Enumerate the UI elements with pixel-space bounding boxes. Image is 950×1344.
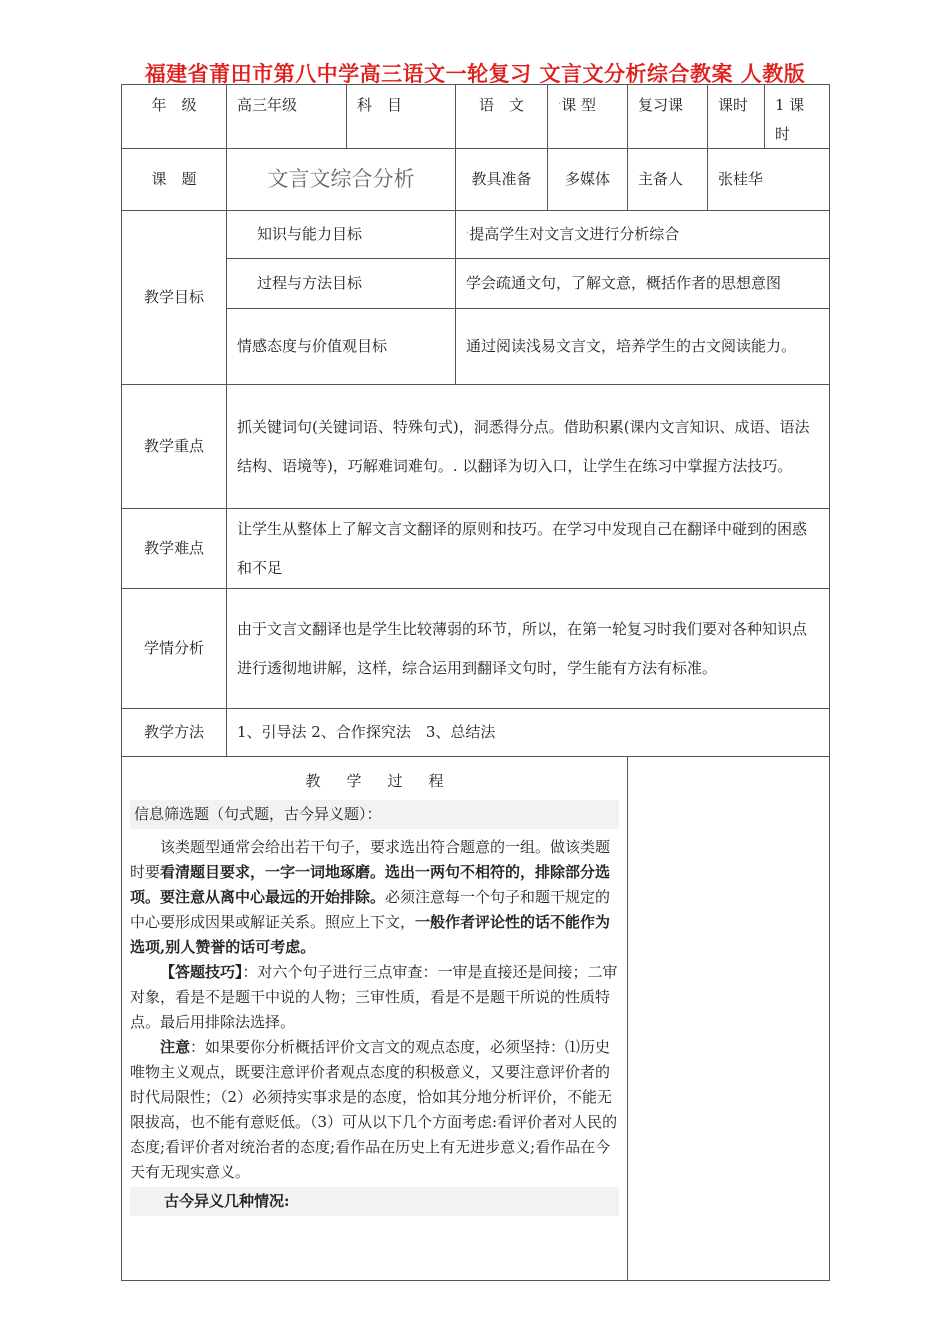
section-title: 古今异义几种情况:	[130, 1187, 619, 1216]
process-cell	[122, 757, 628, 1281]
row-topic	[122, 149, 830, 211]
preparer-value: 张桂华	[708, 149, 830, 211]
row-methods	[122, 709, 830, 757]
goals-label: 教学目标	[122, 211, 227, 385]
lesson-plan-table	[121, 84, 830, 1281]
row-difficulties	[122, 509, 830, 589]
methods-label: 教学方法	[122, 709, 227, 757]
goal-text: 学会疏通文句，了解文意，概括作者的思想意图	[456, 259, 830, 309]
hours-value: 1 课时	[765, 85, 830, 149]
subject-value: 语 文	[456, 85, 548, 149]
goal-text: 通过阅读浅易文言文，培养学生的古文阅读能力。	[456, 309, 830, 385]
row-process	[122, 757, 830, 1281]
paragraph-intro: 该类题型通常会给出若干句子，要求选出符合题意的一组。做该类题时要看清题目要求，一字一词地琢磨。选出一两句不相符的，排除部分选项。要注意从离中心最远的开始排除。必须注意每一个句子和题干规定的中心要形成因果或解证关系。照应上下文，一般作者评论性的话不能作为选项,别人赞誉的话可考虑。	[130, 838, 611, 956]
analysis-label: 学情分析	[122, 589, 227, 709]
goal-name: 情感态度与价值观目标	[227, 309, 456, 385]
hours-label: 课时	[708, 85, 765, 149]
topic-value: 文言文综合分析	[227, 149, 456, 211]
topic-label: 课 题	[122, 149, 227, 211]
goal-row-1	[122, 211, 830, 259]
row-basic-info	[122, 85, 830, 149]
difficulties-text: 让学生从整体上了解文言文翻译的原则和技巧。在学习中发现自己在翻译中碰到的困惑和不足	[227, 509, 830, 589]
tools-value: 多媒体	[548, 149, 628, 211]
analysis-text: 由于文言文翻译也是学生比较薄弱的环节，所以，在第一轮复习时我们要对各种知识点进行透彻地讲解，这样，综合运用到翻译文句时，学生能有方法有标准。	[227, 589, 830, 709]
goal-row-3	[122, 309, 830, 385]
subject-label: 科 目	[347, 85, 456, 149]
lesson-type-value: 复习课	[628, 85, 708, 149]
row-analysis	[122, 589, 830, 709]
process-notes-blank	[628, 757, 830, 1281]
paragraph-tips: 【答题技巧】：对六个句子进行三点审查：一审是直接还是间接；二审对象，看是不是题干中说的人物；三审性质，看是不是题干所说的性质特点。最后用排除法选择。	[130, 963, 618, 1031]
section-title: 信息筛选题（句式题，古今异义题）：	[130, 800, 619, 829]
tools-label: 教具准备	[456, 149, 548, 211]
key-points-text: 抓关键词句(关键词语、特殊句式)，洞悉得分点。借助积累(课内文言知识、成语、语法结构、语境等)，巧解难词难句。. 以翻译为切入口，让学生在练习中掌握方法技巧。	[227, 385, 830, 509]
row-key-points	[122, 385, 830, 509]
key-points-label: 教学重点	[122, 385, 227, 509]
grade-value: 高三年级	[227, 85, 347, 149]
goal-name: 过程与方法目标	[227, 259, 456, 309]
paragraph-note: 注意：如果要你分析概括评价文言文的观点态度，必须坚持：⑴历史唯物主义观点，既要注意评价者观点态度的积极意义，又要注意评价者的时代局限性；（2）必须持实事求是的态度，恰如其分地分析评价，不能无限拔高，也不能有意贬低。（3）可从以下几个方面考虑:看评价者对人民的态度;看评价者对统治者的态度;看作品在历史上有无进步意义;看作品在今天有无现实意义。	[130, 1038, 618, 1181]
process-heading: 教学过程	[305, 772, 470, 790]
goal-name: 知识与能力目标	[227, 211, 456, 259]
goal-row-2	[122, 259, 830, 309]
methods-text: 1、引导法 2、合作探究法 3、总结法	[227, 709, 830, 757]
difficulties-label: 教学难点	[122, 509, 227, 589]
goal-text: .提高学生对文言文进行分析综合	[456, 211, 830, 259]
process-content	[130, 763, 619, 1216]
document-title: 福建省莆田市第八中学高三语文一轮复习 文言文分析综合教案 人教版	[144, 62, 806, 86]
preparer-label: 主备人	[628, 149, 708, 211]
grade-label: 年 级	[122, 85, 227, 149]
lesson-type-label: .课 型	[548, 85, 628, 149]
